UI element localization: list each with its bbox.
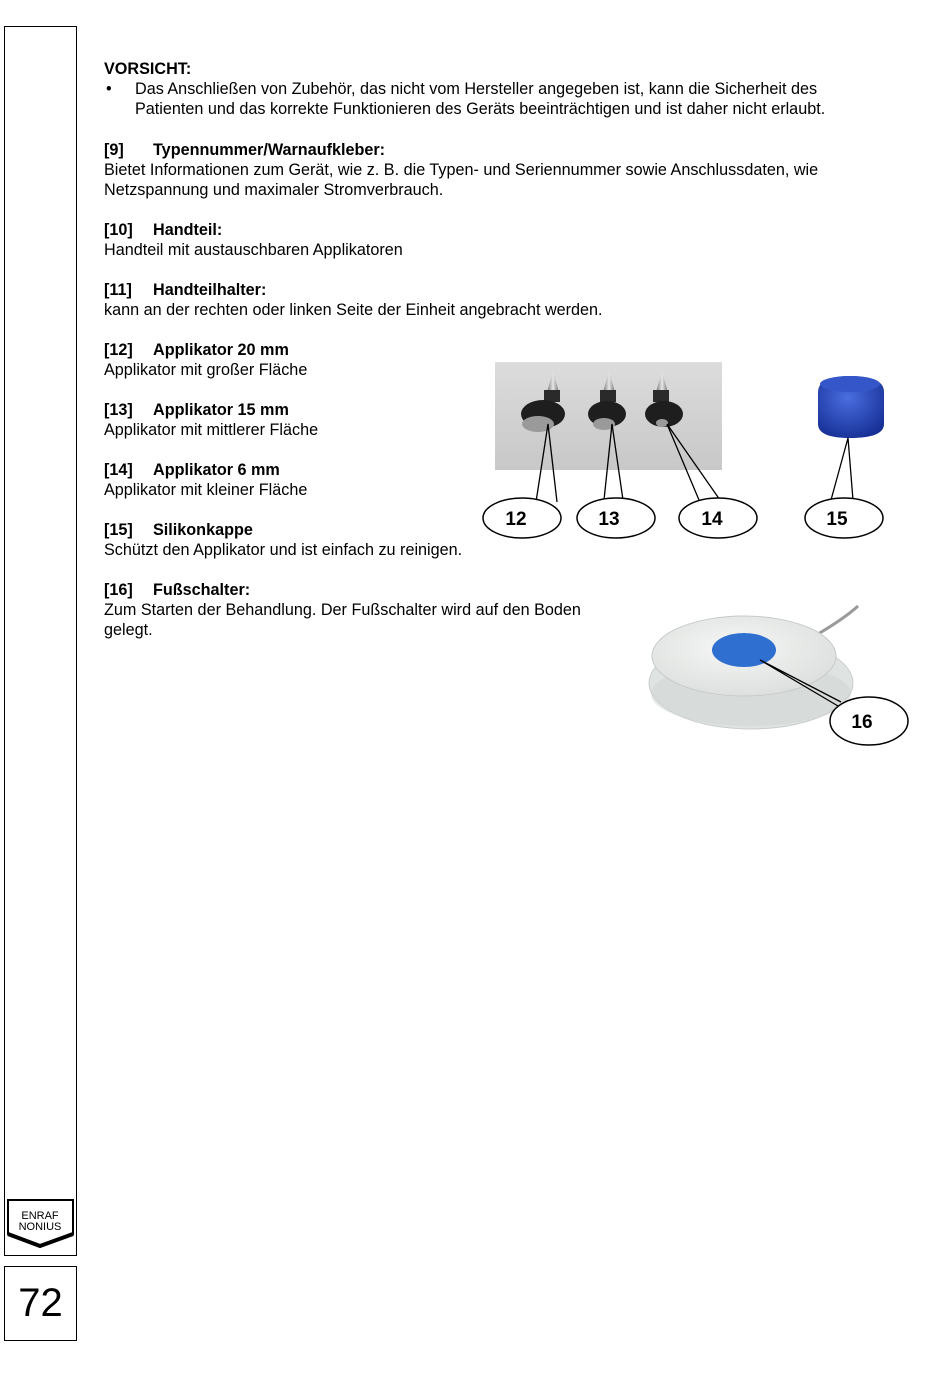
item-description: Schützt den Applikator und ist einfach zu reinigen.: [104, 541, 463, 559]
callout-label: 13: [598, 509, 620, 530]
item-description: Applikator mit großer Fläche: [104, 361, 308, 379]
page-number: 72: [18, 1281, 63, 1325]
item-title: Handteilhalter:: [153, 281, 267, 299]
callout-12: [483, 498, 561, 538]
logo-line2: NONIUS: [18, 1221, 62, 1233]
item-title: Applikator 15 mm: [153, 401, 289, 419]
silicone-cap-image: [818, 376, 884, 438]
item-title: Silikonkappe: [153, 521, 253, 539]
item-title: Fußschalter:: [153, 581, 251, 599]
item-description: Applikator mit kleiner Fläche: [104, 481, 308, 499]
item-title: Handteil:: [153, 221, 223, 239]
item-title: Typennummer/Warnaufkleber:: [153, 141, 386, 159]
item-number: [16]: [104, 581, 133, 599]
item-description: Netzspannung und maximaler Stromverbrauch.: [104, 181, 444, 199]
foot-switch-image: [649, 606, 858, 729]
callout-label: 12: [505, 509, 527, 530]
callout-13: [577, 498, 655, 538]
callout-14: [679, 498, 757, 538]
item-title: Applikator 6 mm: [153, 461, 280, 479]
callout-15: [805, 498, 883, 538]
item-number: [12]: [104, 341, 133, 359]
item-description: gelegt.: [104, 621, 153, 639]
item-title: Applikator 20 mm: [153, 341, 289, 359]
item-number: [11]: [104, 281, 132, 299]
callout-16: [830, 697, 908, 745]
item-description: Applikator mit mittlerer Fläche: [104, 421, 319, 439]
caution-heading: VORSICHT:: [104, 60, 192, 78]
logo-line1: ENRAF: [21, 1210, 59, 1222]
item-description: Zum Starten der Behandlung. Der Fußschalter wird auf den Boden: [104, 601, 581, 619]
item-number: [9]: [104, 141, 124, 159]
item-number: [14]: [104, 461, 133, 479]
item-number: [10]: [104, 221, 133, 239]
item-number: [13]: [104, 401, 133, 419]
item-number: [15]: [104, 521, 133, 539]
callout-label: 16: [851, 712, 873, 733]
bullet-icon: •: [106, 80, 112, 98]
caution-text-line1: Das Anschließen von Zubehör, das nicht vom Hersteller angegeben ist, kann die Sicherheit des: [135, 80, 818, 98]
item-description: kann an der rechten oder linken Seite der Einheit angebracht werden.: [104, 301, 603, 319]
callout-label: 15: [826, 509, 848, 530]
caution-text-line2: Patienten und das korrekte Funktionieren des Geräts beeinträchtigen und ist daher nicht erlaubt.: [135, 100, 826, 118]
callout-label: 14: [701, 509, 723, 530]
item-description: Bietet Informationen zum Gerät, wie z. B. die Typen- und Seriennummer sowie Anschlussdaten, wie: [104, 161, 819, 179]
item-description: Handteil mit austauschbaren Applikatoren: [104, 241, 403, 259]
